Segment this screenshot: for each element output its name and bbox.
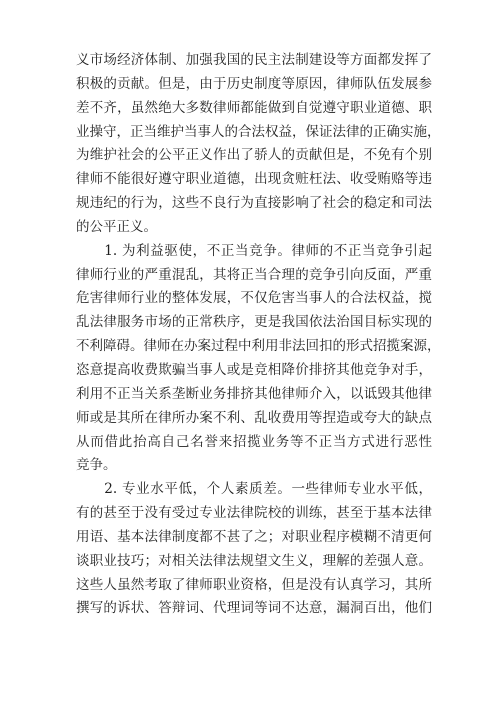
text-line: 积极的贡献。但是，由于历史制度等原因，律师队伍发展参 — [76, 75, 432, 92]
text-line: 竞争。 — [76, 457, 117, 474]
text-line: 谈职业技巧；对相关法律法规望文生义，理解的差强人意。 — [76, 552, 432, 569]
text-line: 为维护社会的公平正义作出了骄人的贡献但是，不免有个别 — [76, 147, 432, 164]
text-line: 师或是其所在律所办案不利、乱收费用等捏造或夸大的缺点 — [76, 409, 432, 426]
text-line: 不利障碍。律师在办案过程中利用非法回扣的形式招揽案源， — [76, 338, 441, 355]
text-line: 规违纪的行为，这些不良行为直接影响了社会的稳定和司法 — [76, 195, 432, 212]
text-line: 律师行业的严重混乱，其将正当合理的竞争引向反面，严重 — [76, 266, 432, 283]
text-line: 义市场经济体制、加强我国的民主法制建设等方面都发挥了 — [76, 52, 432, 68]
text-line: 这些人虽然考取了律师职业资格，但是没有认真学习，其所 — [76, 576, 432, 593]
text-line: 危害律师行业的整体发展，不仅危害当事人的合法权益，搅 — [76, 290, 432, 307]
text-line: 恣意提高收费欺骗当事人或是竞相降价排挤其他竞争对手， — [76, 361, 432, 378]
text-line: 律师不能很好遵守职业道德，出现贪赃枉法、收受贿赂等违 — [76, 171, 432, 188]
text-line: 差不齐，虽然绝大多数律师都能做到自觉遵守职业道德、职 — [76, 99, 432, 116]
text-line: 业操守，正当维护当事人的合法权益，保证法律的正确实施， — [76, 123, 441, 140]
text-line: 2. 专业水平低，个人素质差。一些律师专业水平低， — [76, 481, 432, 498]
text-line: 撰写的诉状、答辩词、代理词等词不达意，漏洞百出，他们 — [76, 600, 432, 617]
text-line: 1. 为利益驱使，不正当竞争。律师的不正当竞争引起 — [76, 242, 432, 259]
text-line: 乱法律服务市场的正常秩序，更是我国依法治国目标实现的 — [76, 314, 432, 331]
text-line: 用语、基本法律制度都不甚了之；对职业程序模糊不清更何 — [76, 528, 432, 545]
text-line: 利用不正当关系垄断业务排挤其他律师介入，以诋毁其他律 — [76, 385, 432, 402]
text-line: 有的甚至于没有受过专业法律院校的训练，甚至于基本法律 — [76, 505, 432, 522]
text-line: 从而借此抬高自己名誉来招揽业务等不正当方式进行恶性 — [76, 433, 432, 450]
text-line: 的公平正义。 — [76, 218, 157, 235]
body-text — [76, 49, 441, 621]
